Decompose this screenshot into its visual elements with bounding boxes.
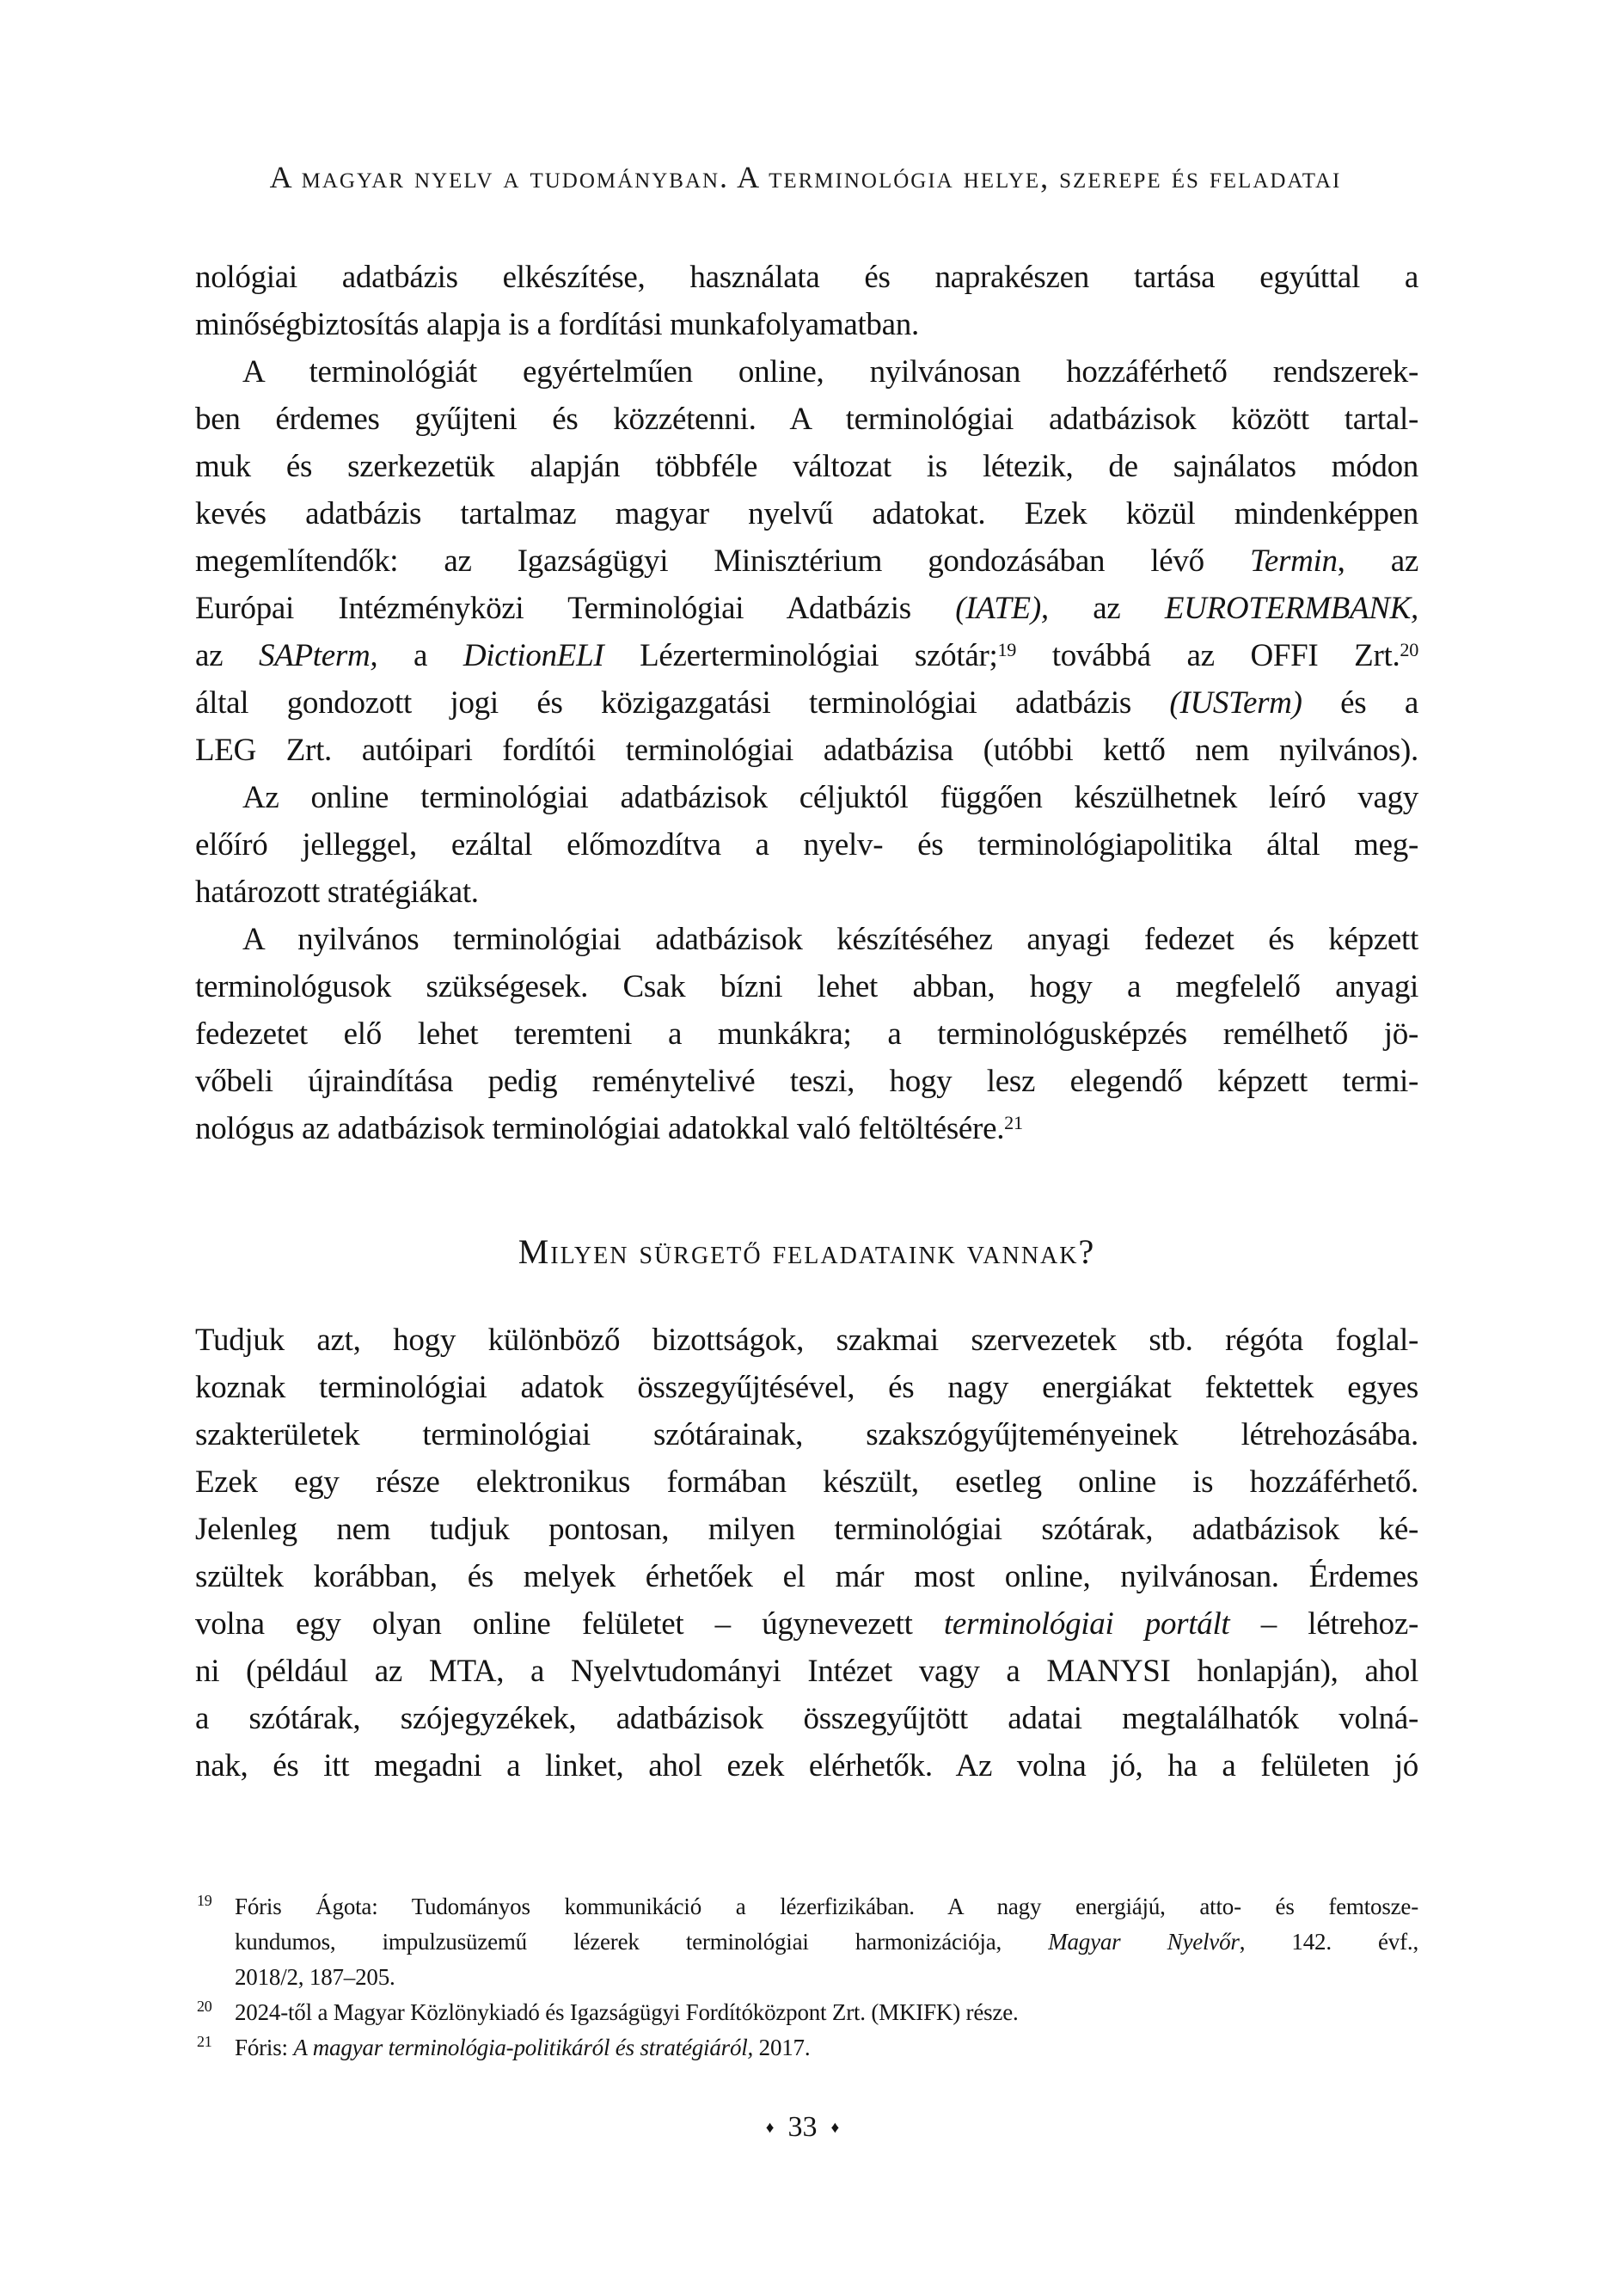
text-line: Az online terminológiai adatbázisok céljuktól függően készülhetnek leíró vagy xyxy=(242,780,1418,815)
text-line: nológiai adatbázis elkészítése, használata és naprakészen tartása egyúttal a xyxy=(195,260,1418,295)
text-line: terminológusok szükségesek. Csak bízni lehet abban, hogy a megfelelő anyagi xyxy=(195,969,1418,1004)
text-line: A terminológiát egyértelműen online, nyilvánosan hozzáférhető rendszerek- xyxy=(242,354,1418,390)
paragraph xyxy=(195,348,1418,774)
text-line: muk és szerkezetük alapján többféle változat is létezik, de sajnálatos módon xyxy=(195,449,1418,484)
text-line: Tudjuk azt, hogy különböző bizottságok, szakmai szervezetek stb. régóta foglal- xyxy=(195,1323,1418,1358)
text-line: ni (például az MTA, a Nyelvtudományi Intézet vagy a MANYSI honlapján), ahol xyxy=(195,1654,1418,1689)
text-line: 2018/2, 187–205. xyxy=(235,1964,395,1990)
text-line: Fóris: A magyar terminológia-politikáról és stratégiáról, 2017. xyxy=(235,2035,811,2060)
paragraph xyxy=(195,1317,1418,1790)
text-line: Jelenleg nem tudjuk pontosan, milyen terminológiai szótárak, adatbázisok ké- xyxy=(195,1512,1418,1547)
text-line: fedezetet elő lehet teremteni a munkákra; a terminológusképzés remélhető jö- xyxy=(195,1016,1418,1052)
italic-text: A magyar terminológia-politikáról és stratégiáról, xyxy=(293,2035,754,2060)
text-line: előíró jelleggel, ezáltal előmozdítva a nyelv- és terminológiapolitika által meg- xyxy=(195,827,1418,863)
text-line: nológus az adatbázisok terminológiai adatokkal való feltöltésére.$^{21}$ xyxy=(195,1111,1023,1146)
body-text xyxy=(195,254,1418,1790)
text-line: kevés adatbázis tartalmaz magyar nyelvű adatokat. Ezek közül mindenképpen xyxy=(195,496,1418,531)
text-line: az SAPterm, a DictionELI Lézerterminológiai szótár;$^{19}$ továbbá az OFFI Zrt.$^{20}$ xyxy=(195,638,1418,673)
running-header: A magyar nyelv a tudományban. A terminológia helye, szerepe és feladatai xyxy=(269,160,1342,194)
text-line: szültek korábban, és melyek érhetőek el már most online, nyilvánosan. Érdemes xyxy=(195,1559,1418,1594)
section-heading: Milyen sürgető feladataink vannak? xyxy=(518,1232,1096,1271)
italic-text: terminológiai portált xyxy=(943,1606,1230,1642)
text-line: a szótárak, szójegyzékek, adatbázisok összegyűjtött adatai megtalálhatók volná- xyxy=(195,1701,1418,1736)
text-line: ben érdemes gyűjteni és közzétenni. A terminológiai adatbázisok között tartal- xyxy=(195,402,1418,437)
text-line: minőségbiztosítás alapja is a fordítási munkafolyamatban. xyxy=(195,307,919,342)
italic-text: Magyar Nyelvőr xyxy=(1048,1929,1240,1955)
page-number: 33 xyxy=(787,2111,818,2143)
text-line: vőbeli újraindítása pedig reménytelivé teszi, hogy lesz elegendő képzett termi- xyxy=(195,1064,1418,1099)
italic-text: (IATE), xyxy=(955,591,1049,626)
footnote-marker: 20 xyxy=(197,1998,212,2015)
text-line: koznak terminológiai adatok összegyűjtésével, és nagy energiákat fektettek egyes xyxy=(195,1370,1418,1405)
text-line: LEG Zrt. autóipari fordítói terminológiai adatbázisa (utóbbi kettő nem nyilvános). xyxy=(195,733,1418,768)
footer-ornament-right-icon: ♦ xyxy=(830,2119,840,2137)
paragraph xyxy=(195,916,1418,1152)
footnote-reference: 19 xyxy=(997,639,1017,661)
footnote-marker: 19 xyxy=(197,1892,212,1909)
italic-text: Termin xyxy=(1249,543,1338,579)
footnote xyxy=(195,2030,1418,2066)
italic-text: (IUSTerm) xyxy=(1169,685,1302,721)
paragraph xyxy=(195,774,1418,916)
footnote xyxy=(195,1995,1418,2030)
text-line: Fóris Ágota: Tudományos kommunikáció a lézerfizikában. A nagy energiájú, atto- és femtosze- xyxy=(235,1894,1418,1919)
text-line: Ezek egy része elektronikus formában készült, esetleg online is hozzáférhető. xyxy=(195,1464,1418,1500)
text-line: határozott stratégiákat. xyxy=(195,875,479,910)
text-line: kundumos, impulzusüzemű lézerek terminológiai harmonizációja, Magyar Nyelvőr, 142. évf., xyxy=(235,1929,1418,1955)
footer-ornament-left-icon: ♦ xyxy=(765,2119,775,2137)
text-line: A nyilvános terminológiai adatbázisok készítéséhez anyagi fedezet és képzett xyxy=(242,922,1418,957)
text-line: Európai Intézményközi Terminológiai Adatbázis (IATE), az EUROTERMBANK, xyxy=(195,591,1418,626)
footnote-reference: 21 xyxy=(1004,1112,1023,1134)
text-line: volna egy olyan online felületet – úgynevezett terminológiai portált – létrehoz- xyxy=(195,1606,1419,1642)
footnote xyxy=(195,1889,1418,1995)
footnotes xyxy=(195,1889,1418,2066)
page-footer xyxy=(0,2110,1605,2146)
text-line: által gondozott jogi és közigazgatási terminológiai adatbázis (IUSTerm) és a xyxy=(195,685,1418,721)
footnote-marker: 21 xyxy=(197,2033,212,2050)
italic-text: EUROTERMBANK, xyxy=(1164,591,1418,626)
italic-text: SAPterm, xyxy=(258,638,378,673)
italic-text: DictionELI xyxy=(463,638,604,673)
footnote-reference: 20 xyxy=(1400,639,1418,661)
text-line: megemlítendők: az Igazságügyi Minisztérium gondozásában lévő Termin, az xyxy=(195,543,1418,579)
text-line: szakterületek terminológiai szótárainak, szakszógyűjteményeinek létrehozásába. xyxy=(195,1417,1418,1452)
paragraph xyxy=(195,254,1418,348)
text-line: 2024-től a Magyar Közlönykiadó és Igazságügyi Fordítóközpont Zrt. (MKIFK) része. xyxy=(235,1999,1019,2025)
text-line: nak, és itt megadni a linket, ahol ezek elérhetők. Az volna jó, ha a felületen jó xyxy=(195,1748,1418,1783)
